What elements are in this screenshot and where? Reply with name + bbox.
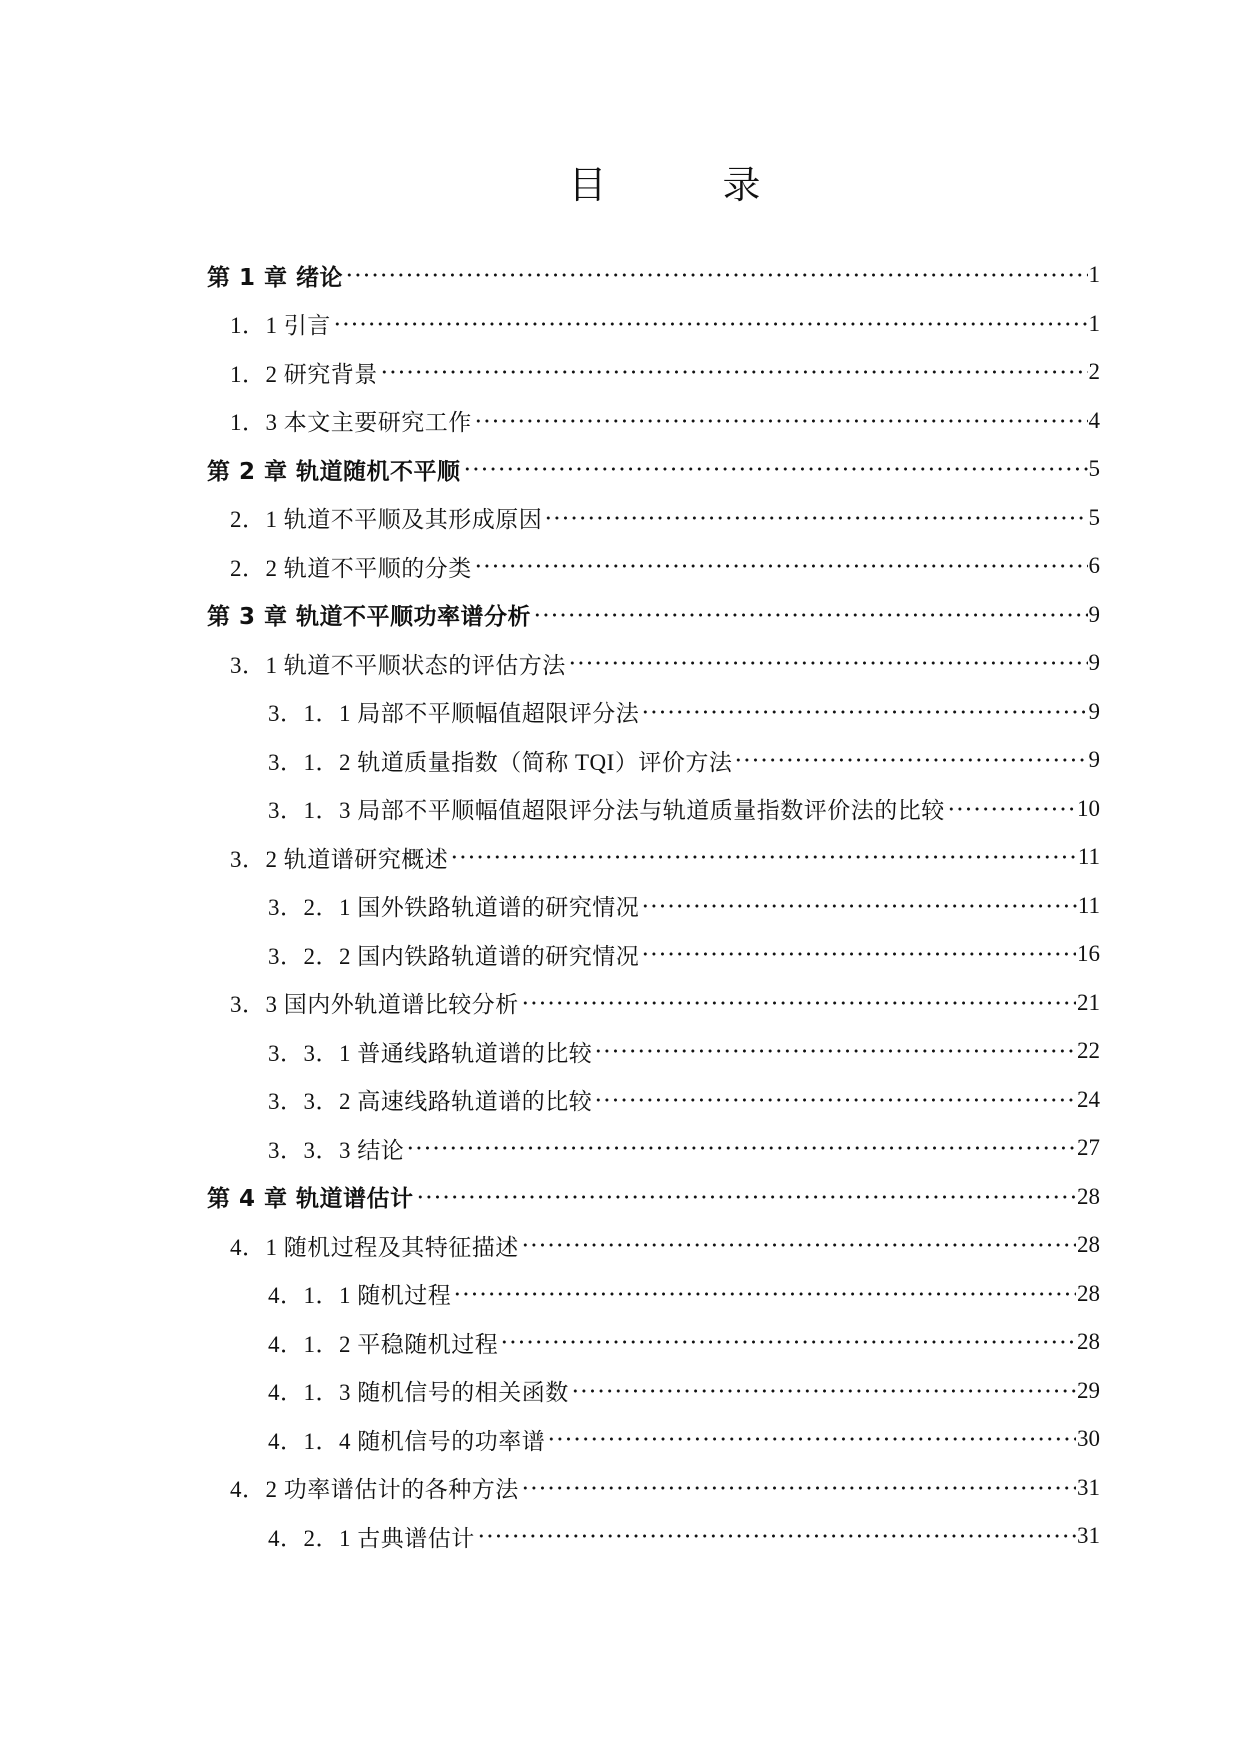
toc-page-number: 10 <box>1077 795 1100 821</box>
toc-section-row <box>207 736 1100 785</box>
dot-leader <box>947 805 1076 813</box>
dot-leader <box>547 1435 1076 1443</box>
toc-section-row <box>207 688 1100 737</box>
toc-section-row <box>207 979 1100 1028</box>
dot-leader <box>544 514 1087 522</box>
toc-page-number: 27 <box>1077 1135 1100 1161</box>
dot-leader <box>333 320 1088 328</box>
toc-entry-title: 4．1．1 随机过程 <box>268 1283 452 1309</box>
toc-page-number: 28 <box>1077 1329 1100 1355</box>
dot-leader <box>345 271 1087 279</box>
toc-entry-title: 1．3 本文主要研究工作 <box>230 410 472 436</box>
toc-entry-title: 2．2 轨道不平顺的分类 <box>230 555 472 581</box>
toc-page-number: 5 <box>1088 456 1100 482</box>
toc-entry-title: 3．2．2 国内铁路轨道谱的研究情况 <box>268 943 640 969</box>
toc-page-number: 29 <box>1077 1377 1100 1403</box>
toc-page-number: 1 <box>1088 310 1100 336</box>
toc-page-number: 2 <box>1088 359 1100 385</box>
dot-leader <box>416 1193 1076 1201</box>
toc-entry-title: 4．2．1 古典谱估计 <box>268 1525 475 1551</box>
dot-leader <box>463 465 1088 473</box>
toc-page-number: 28 <box>1077 1232 1100 1258</box>
dot-leader <box>641 902 1077 910</box>
toc-page-number: 11 <box>1077 892 1100 918</box>
toc-section-row <box>207 639 1100 688</box>
toc-list <box>207 251 1100 1561</box>
toc-section-row <box>207 1464 1100 1513</box>
dot-leader <box>521 1484 1076 1492</box>
toc-entry-title: 第 3 章 轨道不平顺功率谱分析 <box>207 604 532 631</box>
dot-leader <box>571 1387 1076 1395</box>
dot-leader <box>450 853 1077 861</box>
dot-leader <box>641 708 1087 716</box>
toc-entry-title: 1．1 引言 <box>230 313 331 339</box>
toc-chapter-row <box>207 251 1100 300</box>
dot-leader <box>521 999 1076 1007</box>
toc-section-row <box>207 397 1100 446</box>
toc-page-number: 1 <box>1088 262 1100 288</box>
toc-entry-title: 3．3 国内外轨道谱比较分析 <box>230 992 519 1018</box>
toc-page-number: 9 <box>1088 698 1100 724</box>
toc-entry-title: 4．1 随机过程及其特征描述 <box>230 1234 519 1260</box>
toc-title: 目 录 <box>568 163 761 207</box>
toc-section-row <box>207 1512 1100 1561</box>
toc-entry-title: 3．1．1 局部不平顺幅值超限评分法 <box>268 701 640 727</box>
toc-page-number: 24 <box>1077 1086 1100 1112</box>
toc-entry-title: 4．1．2 平稳随机过程 <box>268 1331 499 1357</box>
toc-section-row <box>207 1270 1100 1319</box>
dot-leader <box>380 368 1088 376</box>
toc-page-number: 4 <box>1088 407 1100 433</box>
toc-section-row <box>207 1124 1100 1173</box>
toc-page-number: 31 <box>1077 1474 1100 1500</box>
toc-page-number: 28 <box>1077 1280 1100 1306</box>
toc-section-row <box>207 542 1100 591</box>
dot-leader <box>453 1290 1076 1298</box>
toc-page-number: 11 <box>1077 844 1100 870</box>
toc-section-row <box>207 494 1100 543</box>
toc-entry-title: 3．2 轨道谱研究概述 <box>230 846 449 872</box>
toc-entry-title: 3．3．1 普通线路轨道谱的比较 <box>268 1040 593 1066</box>
dot-leader <box>734 756 1087 764</box>
toc-page-number: 21 <box>1077 989 1100 1015</box>
toc-section-row <box>207 1415 1100 1464</box>
toc-entry-title: 4．1．3 随机信号的相关函数 <box>268 1380 569 1406</box>
toc-entry-title: 第 1 章 绪论 <box>207 264 344 291</box>
dot-leader <box>641 950 1076 958</box>
toc-page-number: 9 <box>1088 601 1100 627</box>
toc-entry-title: 1．2 研究背景 <box>230 361 378 387</box>
toc-section-row <box>207 348 1100 397</box>
toc-section-row <box>207 833 1100 882</box>
toc-entry-title: 4．1．4 随机信号的功率谱 <box>268 1428 546 1454</box>
toc-page-number: 30 <box>1077 1426 1100 1452</box>
toc-entry-title: 3．2．1 国外铁路轨道谱的研究情况 <box>268 895 640 921</box>
toc-section-row <box>207 882 1100 931</box>
dot-leader <box>477 1532 1076 1540</box>
toc-page-number: 31 <box>1077 1523 1100 1549</box>
dot-leader <box>474 562 1088 570</box>
toc-entry-title: 3．3．3 结论 <box>268 1137 405 1163</box>
toc-section-row <box>207 1076 1100 1125</box>
dot-leader <box>568 659 1088 667</box>
toc-chapter-row <box>207 445 1100 494</box>
toc-section-row <box>207 1027 1100 1076</box>
toc-page-number: 5 <box>1088 504 1100 530</box>
toc-section-row <box>207 1318 1100 1367</box>
toc-entry-title: 3．1 轨道不平顺状态的评估方法 <box>230 652 566 678</box>
dot-leader <box>594 1096 1076 1104</box>
toc-page-number: 22 <box>1077 1038 1100 1064</box>
dot-leader <box>474 417 1088 425</box>
toc-page-number: 6 <box>1088 553 1100 579</box>
toc-section-row <box>207 1367 1100 1416</box>
toc-section-row <box>207 785 1100 834</box>
toc-chapter-row <box>207 1173 1100 1222</box>
toc-entry-title: 第 4 章 轨道谱估计 <box>207 1186 414 1213</box>
toc-entry-title: 4．2 功率谱估计的各种方法 <box>230 1477 519 1503</box>
toc-page-number: 28 <box>1077 1183 1100 1209</box>
dot-leader <box>521 1241 1076 1249</box>
toc-entry-title: 第 2 章 轨道随机不平顺 <box>207 458 461 485</box>
toc-section-row <box>207 930 1100 979</box>
toc-entry-title: 3．1．2 轨道质量指数（简称 TQI）评价方法 <box>268 749 733 775</box>
toc-entry-title: 3．1．3 局部不平顺幅值超限评分法与轨道质量指数评价法的比较 <box>268 798 945 824</box>
dot-leader <box>406 1144 1076 1152</box>
toc-entry-title: 3．3．2 高速线路轨道谱的比较 <box>268 1089 593 1115</box>
toc-page-number: 9 <box>1088 650 1100 676</box>
toc-entry-title: 2．1 轨道不平顺及其形成原因 <box>230 507 543 533</box>
toc-page-number: 16 <box>1077 941 1100 967</box>
dot-leader <box>500 1338 1076 1346</box>
toc-chapter-row <box>207 591 1100 640</box>
toc-page-number: 9 <box>1088 747 1100 773</box>
dot-leader <box>594 1047 1076 1055</box>
dot-leader <box>533 611 1087 619</box>
toc-section-row <box>207 1221 1100 1270</box>
toc-section-row <box>207 300 1100 349</box>
